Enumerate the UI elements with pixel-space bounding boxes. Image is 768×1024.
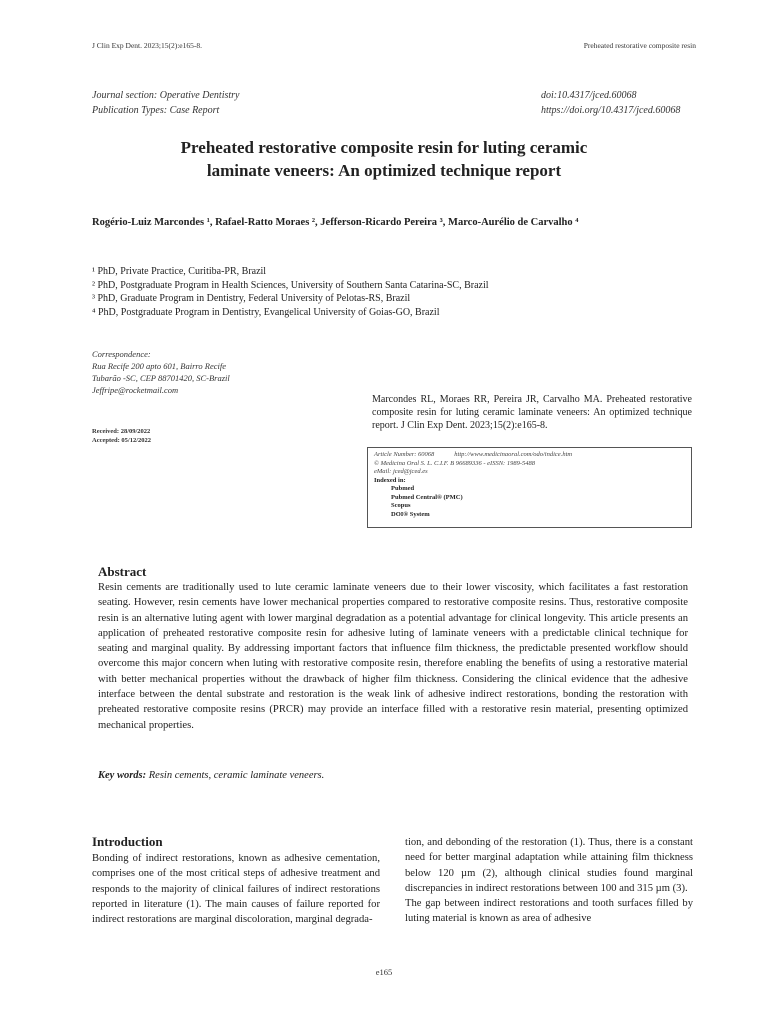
publication-type: Publication Types: Case Report: [92, 105, 220, 116]
keywords: [98, 770, 324, 781]
affiliation-item: ¹ PhD, Private Practice, Curitiba-PR, Brazil: [92, 266, 267, 277]
correspondence-line: Rua Recife 200 apto 601, Bairro Recife: [92, 361, 226, 371]
received-date: Received: 28/09/2022: [92, 428, 151, 435]
running-header-left: J Clin Exp Dent. 2023;15(2):e165-8.: [92, 41, 202, 50]
introduction-paragraph: The gap between indirect restorations and tooth surfaces filled by luting material is known as area of adhesive: [405, 898, 693, 925]
article-info-box: [367, 447, 692, 528]
introduction-column-2: [405, 835, 693, 927]
indexed-label: Indexed in:: [374, 476, 406, 484]
abstract-text: Resin cements are traditionally used to lute ceramic laminate veneers due to their lower viscosity, which facilitates a fast restoration seating. However, resin cements have lower mechanical properties compared to restorative composite resins. Thus, restorative composite resin is an alternative luting agent with lower marginal degradation as a potential advantage for clinical longevity. This article presents an application of preheated restorative composite resin for adhesive luting of laminate veneers with a predictable clinical technique for seating and marginal quality. By addressing important factors that influence film thickness, the predictable presented workflow should overcome this major concern when luting with restorative composite resin, therefore enabling the benefits of using a restorative material with better mechanical properties without the drawback of higher film thickness. Considering the clinical evidence that the adhesive interface between the dental substrate and restoration is the weak link of adhesive indirect restorations, bonding the restoration with preheated restorative composite resins (PRCR) may provide an interface filled with a restorative resin material, presenting optimized mechanical properties.: [98, 582, 688, 731]
article-title: [92, 136, 676, 182]
affiliation-item: ² PhD, Postgraduate Program in Health Sciences, University of Southern Santa Catarina-SC, Brazil: [92, 279, 489, 291]
keywords-label: Key words:: [98, 770, 147, 781]
journal-meta: [92, 88, 239, 118]
accepted-date: Accepted: 05/12/2022: [92, 437, 152, 444]
doi-link[interactable]: https://doi.org/10.4317/jced.60068: [541, 105, 681, 116]
correspondence-email[interactable]: Jeffripe@rocketmail.com: [92, 385, 179, 395]
affiliation-item: ³ PhD, Graduate Program in Dentistry, Federal University of Pelotas-RS, Brazil: [92, 293, 411, 304]
index-item: Scopus: [391, 502, 411, 509]
doi: doi:10.4317/jced.60068: [541, 90, 637, 101]
index-item: Pubmed Central® (PMC): [391, 493, 463, 501]
introduction-paragraph: tion, and debonding of the restoration (1). Thus, there is a constant need for better marginal adaptation while attaining film thickness below 120 µm (2), although clinical studies found marginal discrepancies in indirect restorations between 100 and 315 µm (3).: [405, 837, 693, 894]
keywords-text: Resin cements, ceramic laminate veneers.: [148, 770, 325, 781]
affiliations: [92, 265, 489, 319]
index-item: Pubmed: [391, 485, 415, 492]
citation: Marcondes RL, Moraes RR, Pereira JR, Carvalho MA. Preheated restorative composite resin for luting ceramic laminate veneers: An optimized technique report. J Clin Exp Dent. 2023;15(2):e165-8.: [372, 394, 692, 431]
journal-section: Journal section: Operative Dentistry: [92, 90, 240, 101]
introduction-column-1: Bonding of indirect restorations, known as adhesive cementation, comprises one of the most critical steps of adhesive treatment and responds to the majority of clinical failures of indirect restorations reported in literature (1). The main causes of failure reported for indirect restorations are marginal discoloration, marginal degrada-: [92, 853, 380, 926]
journal-url[interactable]: http://www.medicinaoral.com/odo/indice.htm: [454, 451, 573, 458]
index-item: DOI® System: [391, 510, 430, 518]
title-line-2: laminate veneers: An optimized technique report: [206, 161, 562, 180]
doi-block: [541, 88, 680, 118]
article-number: Article Number: 60068: [374, 451, 435, 458]
journal-email[interactable]: eMail: jced@jced.es: [374, 468, 428, 475]
introduction-heading: Introduction: [92, 834, 163, 849]
copyright: © Medicina Oral S. L. C.I.F. B 96689336 - eISSN: 1989-5488: [374, 459, 535, 467]
affiliation-item: ⁴ PhD, Postgraduate Program in Dentistry, Evangelical University of Goias-GO, Brazil: [92, 306, 440, 318]
article-dates: [92, 427, 151, 445]
page-number: e165: [375, 967, 393, 977]
correspondence: [92, 348, 230, 396]
correspondence-line: Tubarão -SC, CEP 88701420, SC-Brazil: [92, 373, 230, 383]
abstract-heading: Abstract: [98, 564, 147, 579]
running-header-right: Preheated restorative composite resin: [583, 41, 696, 50]
title-line-1: Preheated restorative composite resin for luting ceramic: [180, 138, 588, 157]
author-list: Rogério-Luiz Marcondes ¹, Rafael-Ratto Moraes ², Jefferson-Ricardo Pereira ³, Marco-Aurélio de Carvalho ⁴: [92, 217, 579, 228]
correspondence-label: Correspondence:: [92, 349, 151, 359]
